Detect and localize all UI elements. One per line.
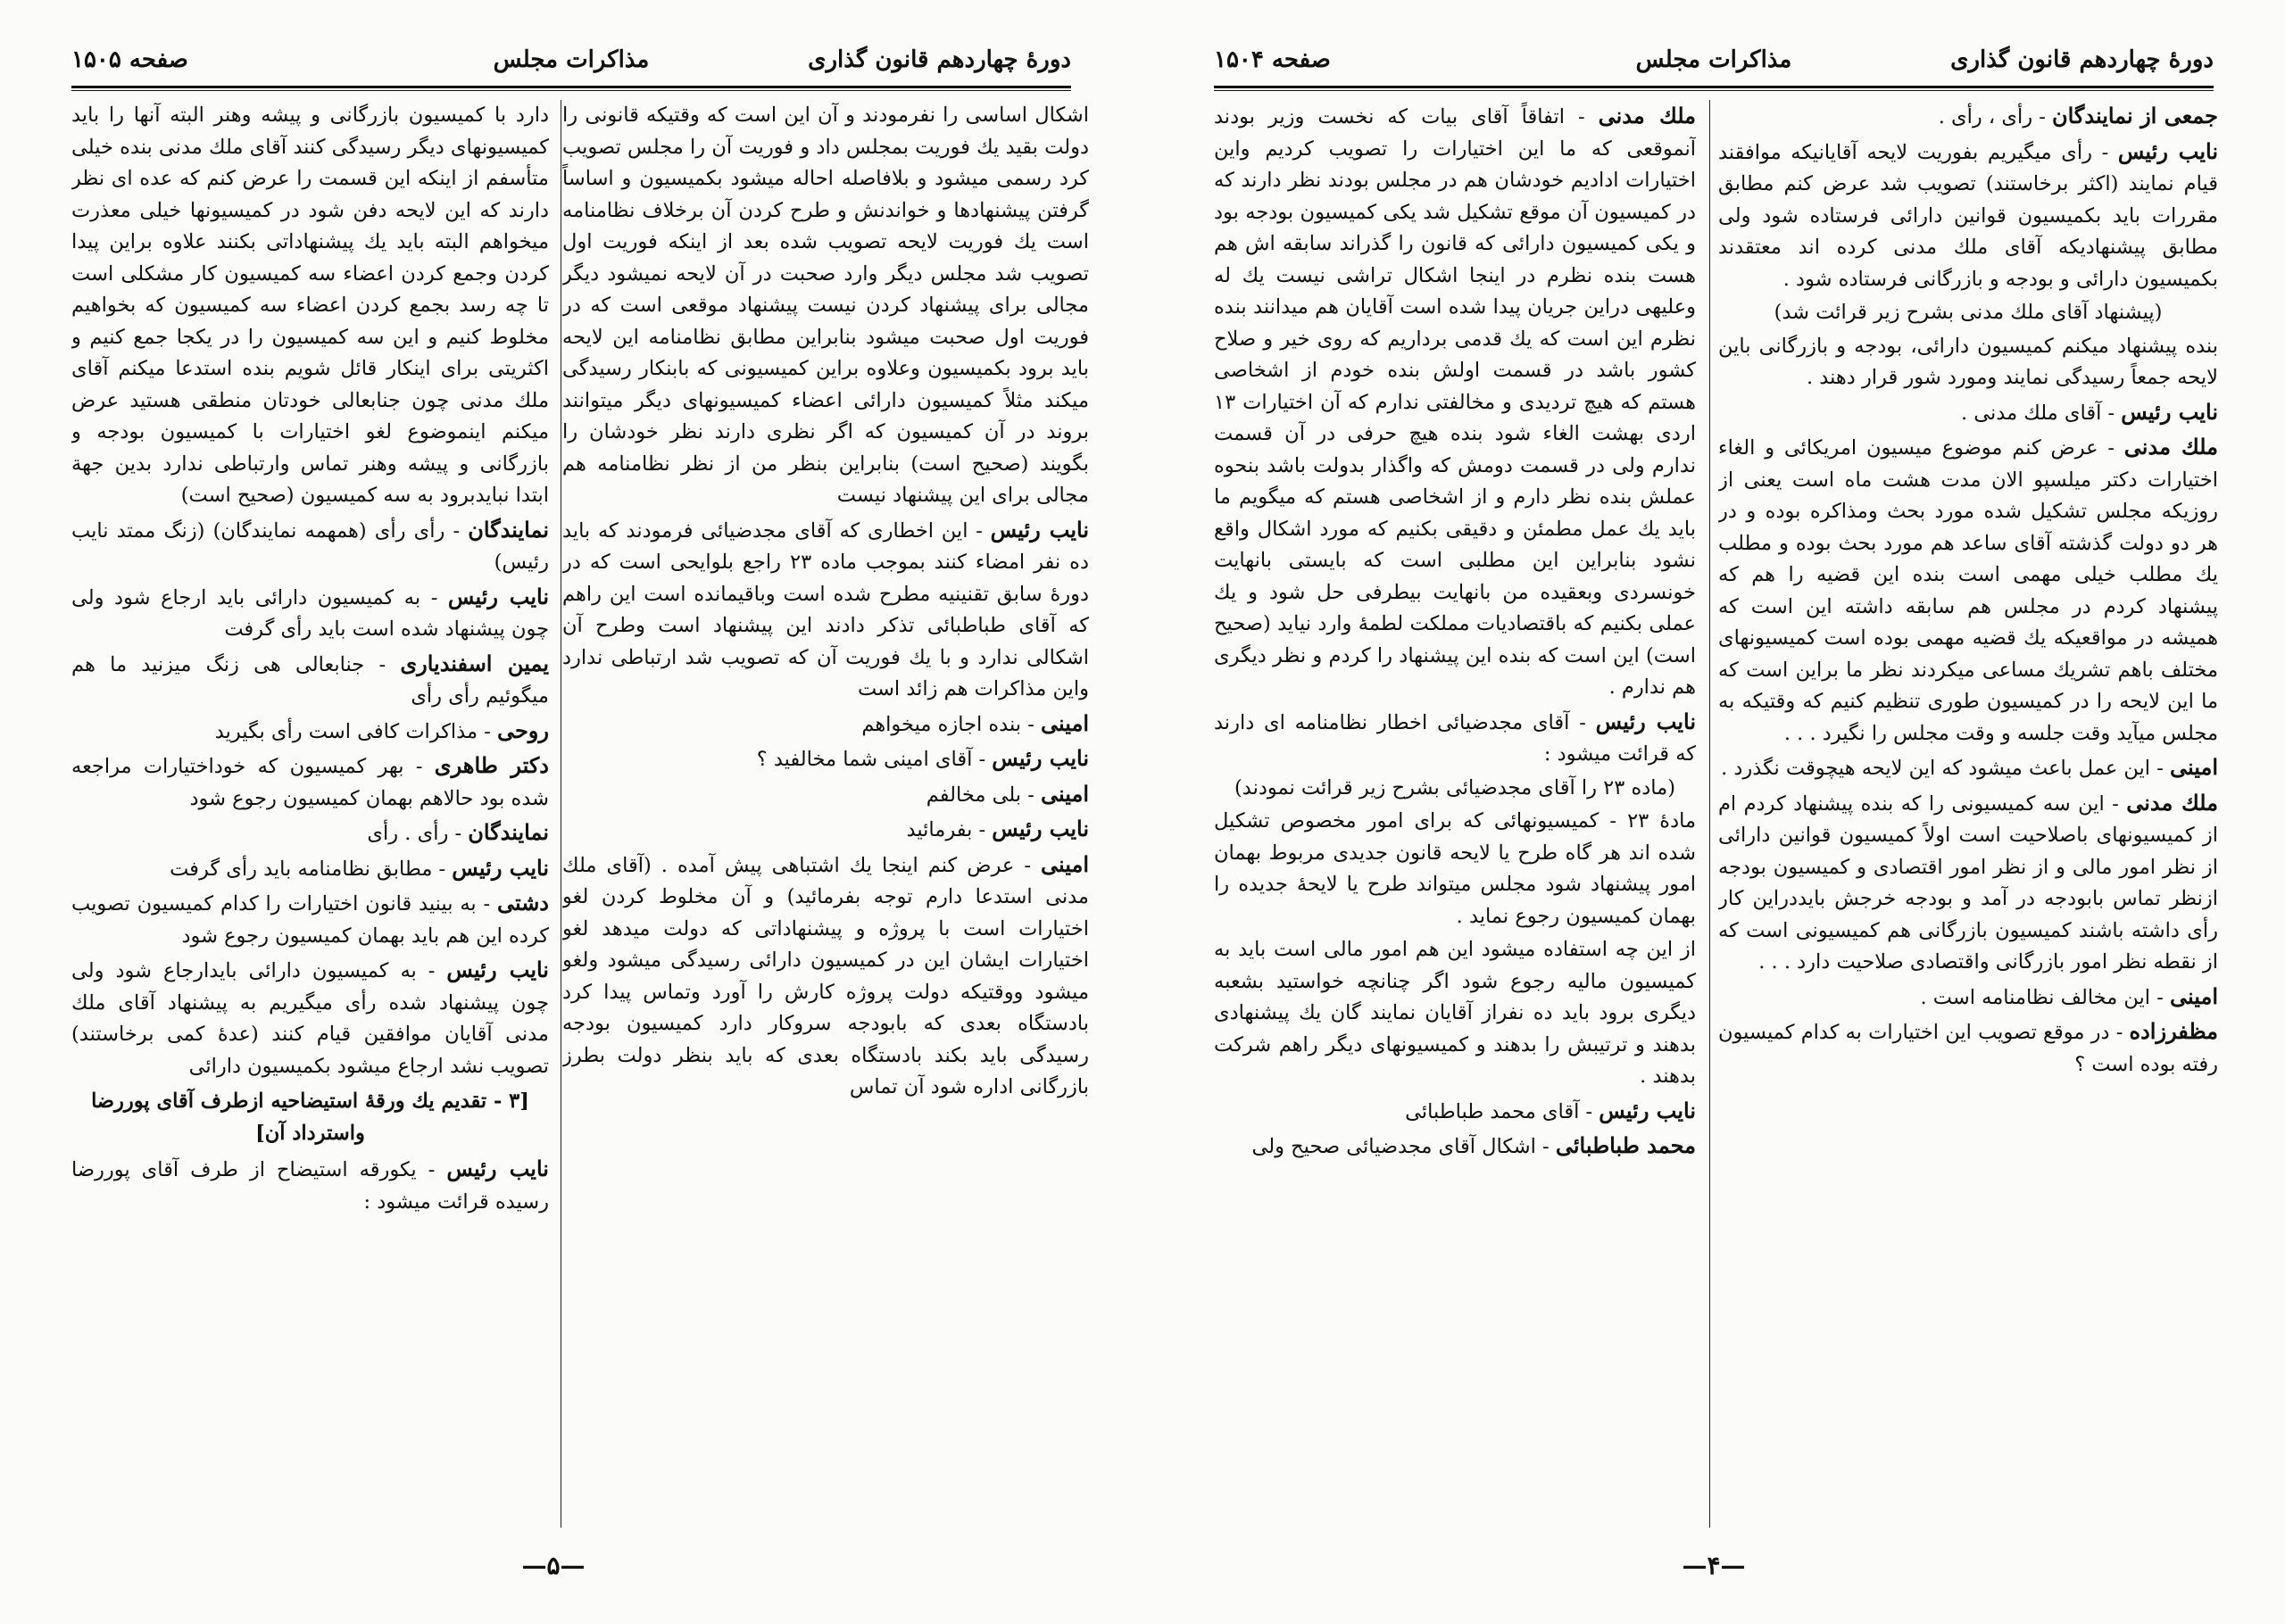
- speech-text: این سه کمیسیونی را که بنده پیشنهاد کردم ام از کمیسیونهای باصلاحیت است اولاً کمیسیون قوانین دارائی از نظر امور مالی و از نظر امور اقتصادی و کمیسیون بودجه ازنظر تماس بابودجه در آمد و بودجه خرجش بایددراین کار رأی داشته باشند کمیسیون بازرگانی هم کمیسیونی است که از نقطه نظر امور بازرگانی واقتصادی صلاحیت دارد . . .: [1718, 791, 2218, 974]
- speech-text: این عمل باعث میشود که این لایحه هیچوقت نگذرد .: [1721, 757, 2151, 780]
- header-series: دورهٔ چهاردهم قانون گذاری: [1950, 46, 2214, 73]
- speech-text: آقای ملك مدنی .: [1960, 401, 2102, 425]
- column-divider: [1709, 100, 1710, 1528]
- speech-paragraph: جمعی از نمایندگان - رأی ، رأی .: [1938, 103, 2218, 128]
- speech-text: مادهٔ ۲۳ - کمیسیونهائی که برای امور مخصوص تشکیل شده اند هر گاه طرح یا لایحه قانون جدیدی مربوط بهمان امور پیشنهاد شود مجلس میتواند طرح یا لایحهٔ جدیده را بهمان کمیسیون رجوع نماید .: [1214, 809, 1696, 928]
- speech-paragraph: محمد طباطبائی - اشکال آقای مجدضیائی صحیح ولی: [1251, 1132, 1696, 1158]
- speech-paragraph: دکتر طاهری - بهر کمیسیون که خوداختیارات مراجعه شده بود حالاهم بهمان کمیسیون رجوع شود: [71, 752, 549, 810]
- speech-text: این مخالف نظامنامه است .: [1920, 985, 2151, 1009]
- text-paragraph: [562, 100, 1089, 512]
- text-paragraph: [71, 100, 549, 512]
- speech-text: به بینید قانون اختیارات را کدام کمیسیون تصویب کرده این هم باید بهمان کمیسیون رجوع شود: [71, 892, 549, 948]
- speech-text: (پیشنهاد آقای ملك مدنی بشرح زیر قرائت شد): [1774, 301, 2163, 324]
- speech-paragraph: نایب رئیس - رأی میگیریم بفوریت لایحه آقایانیکه موافقند قیام نمایند (اکثر برخاستند) تصویب شد عرض کنم مطابق مقررات باید بکمیسیون قوانین دارائی فرستاده شود ولی مطابق پیشنهادیکه آقای ملك مدنی کرده اند معتقدند بکمیسیون دارائی و بودجه و بازرگانی فرستاده شود .: [1718, 137, 2218, 291]
- speaker-name: ملك مدنی: [2123, 434, 2218, 460]
- speaker-name: نایب رئیس: [1595, 708, 1696, 734]
- speaker-name: محمد طباطبائی: [1555, 1132, 1696, 1158]
- speaker-name: نمایندگان: [468, 516, 549, 543]
- speaker-name: جمعی از نمایندگان: [2051, 103, 2218, 128]
- speech-paragraph: مظفرزاده - در موقع تصویب این اختیارات به کدام کمیسیون رفته بوده است ؟: [1718, 1018, 2218, 1076]
- folio-number: —۵—: [521, 1551, 586, 1580]
- speech-text: مطابق نظامنامه باید رأی گرفت: [170, 857, 433, 881]
- speaker-name: نایب رئیس: [2121, 398, 2218, 425]
- speaker-name: ملك مدنی: [2126, 789, 2218, 816]
- speech-paragraph: نایب رئیس - به کمیسیون دارائی بایدارجاع شود ولی چون پیشنهاد شده رأی میگیریم به پیشنهاد آقای ملك مدنی آقایان موافقین قیام کنند (عدهٔ کمی برخاستند) تصویب نشد ارجاع میشود بکمیسیون دارائی: [71, 957, 549, 1078]
- speech-paragraph: نایب رئیس - این اخطاری که آقای مجدضیائی فرمودند که باید ده نفر امضاء کنند بموجب ماده ۲۳ راجع بلوایحی است که در دورهٔ سابق تقنینیه مطرح شده است وباقیمانده است این راهم که آقای طباطبائی تذکر دادند این پیشنهاد است وطرح آن اشکالی ندارد و با یك فوریت آن که تصویب شد ارتباطی ندارد واین مذاکرات هم زائد است: [562, 516, 1089, 700]
- speech-text: رأی رأی (همهمه نمایندگان) (زنگ ممتد نایب رئیس): [71, 518, 549, 574]
- text-paragraph: [1718, 331, 2218, 394]
- header-rule-thin: [1214, 90, 2214, 91]
- speech-text: رأی . رأی: [367, 822, 449, 845]
- speech-paragraph: نایب رئیس - یکورقه استیضاح از طرف آقای پوررضا رسیده قرائت میشود :: [71, 1156, 549, 1214]
- speaker-name: امینی: [1040, 850, 1089, 877]
- speech-text: آقای محمد طباطبائی: [1405, 1099, 1580, 1123]
- speaker-name: امینی: [2169, 982, 2218, 1009]
- running-header: [71, 46, 1071, 86]
- speech-text: در موقع تصویب این اختیارات به کدام کمیسیون رفته بوده است ؟: [1718, 1021, 2218, 1076]
- speech-paragraph: نمایندگان - رأی . رأی: [367, 819, 549, 845]
- speech-text: عرض کنم موضوع میسیون امریکائی و الغاء اختیارات دکتر میلسپو الان مدت هشت ماه است یعنی از روزیکه مجلس تشکیل شده مورد بحث ومذاکره بوده و در هر دو دولت گذشته آقای ساعد هم مورد بحث بوده و مطلب یك مطلب خیلی مهمی است بنده این قضیه را هم که پیشنهاد کردم در مجلس هم سابقه داشته این است که همیشه در مواقعیکه یك قضیه مهمی بوده است کمیسیونهای مختلف باهم تشریك مساعی میکردند نظر ما براین است که ما این لایحه را در کمیسیون طوری تنظیم کنیم که وقتیکه به مجلس میآید وقت جلسه و وقت مجلس را نگیرد . . .: [1718, 436, 2218, 745]
- speech-text: بنده اجازه میخواهم: [861, 712, 1022, 736]
- text-paragraph: [1214, 806, 1696, 932]
- speaker-name: نایب رئیس: [992, 816, 1089, 841]
- header-page-number: صفحه ۱۵۰۴: [1214, 46, 1331, 73]
- speech-text: اتفاقاً آقای بیات که نخست وزیر بودند آنموقعی که ما این اختیارات را تصویب کردیم واین اختیارات ادادیم خودشان هم در مجلس بودند نظر دارند که در کمیسیون آن موقع تشکیل شد یکی کمیسیون بودجه بود و یکی کمیسیون دارائی که قانون را گذراند سابقه اش هم هست بنده نظرم در اینجا اشکال تراشی نیست یك له وعلیهی دراین جریان پیدا شده است آقایان هم میدانند بنده نظرم این است که یك قدمی برداریم که روی خیر و صلاح کشور باشد در قسمت اولش بنده خودم از اشخاصی هستم که هیچ تردیدی و مخالفتی ندارم که آن اختیارات ۱۳ اردی بهشت الغاء شود بنده هیچ حرفی در آن قسمت ندارم ولی در قسمت دومش که واگذار بدولت باشد بنحوه عملش بنده نظر دارم و از اشخاصی هستم که میگویم ما باید یك عمل مطمئن و دقیقی بکنیم که مورد اشکال واقع نشود بنابراین این مطلبی است که بایستی بانهایت خونسردی وبعقیده من بانهایت بیطرفی حل شود و یك عملی بکنیم که باقتصادیات مملکت لطمهٔ وارد نیاید (صحیح است) این است که بنده این پیشنهاد را کردم و نظر دیگری هم ندارم .: [1214, 105, 1696, 699]
- speech-paragraph: نایب رئیس - مطابق نظامنامه باید رأی گرفت: [170, 854, 549, 881]
- speech-text: به کمیسیون دارائی بایدارجاع شود ولی چون پیشنهاد شده رأی میگیریم به پیشنهاد آقای ملك مدنی آقایان موافقین قیام کنند (عدهٔ کمی برخاستند) تصویب نشد ارجاع میشود بکمیسیون دارائی: [71, 959, 549, 1078]
- speech-text: به کمیسیون دارائی باید ارجاع شود ولی چون پیشنهاد شده است باید رأی گرفت: [71, 585, 549, 641]
- section-heading: [71, 1086, 549, 1149]
- speech-text: مذاکرات کافی است رأی بگیرید: [214, 719, 478, 743]
- header-series: دورهٔ چهاردهم قانون گذاری: [808, 46, 1071, 73]
- column-right: [562, 100, 1089, 1528]
- running-header: [1214, 46, 2214, 86]
- speaker-name: نایب رئیس: [446, 1156, 549, 1181]
- speech-text: اشکال اساسی را نفرمودند و آن این است که وقتیکه قانونی را دولت بقید یك فوریت بمجلس داد و فوریت آن را مجلس تصویب کرد رسمی میشود و بلافاصله احاله میشود بکمیسیون و اساساً گرفتن پیشنهادها و خواندنش و طرح کردن آن برخلاف نظامنامه است یك فوریت لایحه تصویب شده بعد از اینکه فوریت اول تصویب شد مجلس دیگر وارد صحبت در آن لایحه نمیشود دیگر مجالی برای پیشنهاد کردن نیست پیشنهاد موقعی است که در فوریت اول صحبت میشود بنابراین مطابق نظامنامه این لایحه باید برود بکمیسیون وعلاوه براین کمیسیونی که بابنکار رسیدگی میکند مثلاً کمیسیون دارائی اعضاء کمیسیونهای دیگر میتوانند بروند در آن کمیسیون که اگر نظری دارند نظر خودشان را بگویند (صحیح است) بنابراین بنظر من از نظر نظامنامه هم مجالی برای این پیشنهاد نیست: [562, 104, 1089, 507]
- speaker-name: امینی: [1040, 780, 1089, 807]
- speech-paragraph: دشتی - به بینید قانون اختیارات را کدام کمیسیون تصویب کرده این هم باید بهمان کمیسیون رجوع شود: [71, 890, 549, 948]
- speech-text: بلی مخالفم: [926, 783, 1022, 807]
- speech-paragraph: ملك مدنی - عرض کنم موضوع میسیون امریکائی و الغاء اختیارات دکتر میلسپو الان مدت هشت ماه است یعنی از روزیکه مجلس تشکیل شده مورد بحث ومذاکره بوده و در هر دو دولت گذشته آقای ساعد هم مورد بحث بوده و مطلب یك مطلب خیلی مهمی است بنده این قضیه را هم که پیشنهاد کردم در مجلس هم سابقه داشته این است که همیشه در مواقعیکه یك قضیه مهمی بوده است کمیسیونهای مختلف باهم تشریك مساعی میکردند نظر ما براین است که ما این لایحه را در کمیسیون طوری تنظیم کنیم که وقتیکه به مجلس میآید وقت جلسه و وقت مجلس را نگیرد . . .: [1718, 434, 2218, 745]
- header-title: مذاکرات مجلس: [1635, 46, 1792, 73]
- speaker-name: نمایندگان: [468, 819, 549, 845]
- heading-text: [۳ - تقدیم یك ورقهٔ استیضاحیه ازطرف آقای پوررضا واسترداد آن]: [91, 1090, 529, 1145]
- speech-text: رأی میگیریم بفوریت لایحه آقایانیکه موافقند قیام نمایند (اکثر برخاستند) تصویب شد عرض کنم مطابق مقررات باید بکمیسیون قوانین دارائی فرستاده شود ولی مطابق پیشنهادیکه آقای ملك مدنی کرده اند معتقدند بکمیسیون دارائی و بودجه و بازرگانی فرستاده شود .: [1718, 140, 2218, 291]
- column-left: [71, 100, 549, 1528]
- speech-text: آقای امینی شما مخالفید ؟: [756, 748, 973, 771]
- speech-text: عرض کنم اینجا یك اشتباهی پیش آمده . (آقای ملك مدنی استدعا دارم توجه بفرمائید) و آن مخلوط کردن لغو اختیارات است با پروژه و پیشنهاداتی که دولت میدهد لغو اختیارات ایشان این در کمیسیون دارائی رسیدگی میشود ولغو میشود ووقتیکه دولت پروژه کارش را آورد وتماس پیدا کرد بادستگاه بعدی که بابودجه سروکار دارد کمیسیون بودجه رسیدگی باید بکند بادستگاه بعدی که باید بنظر دولت بطرز بازرگانی اداره شود آن تماس: [562, 853, 1089, 1098]
- speech-paragraph: امینی - بنده اجازه میخواهم: [861, 709, 1089, 736]
- speech-paragraph: نایب رئیس - بفرمائید: [906, 816, 1089, 841]
- speaker-name: نایب رئیس: [446, 957, 549, 982]
- speaker-name: نایب رئیس: [447, 583, 549, 609]
- speech-text: اشکال آقای مجدضیائی صحیح ولی: [1251, 1135, 1536, 1158]
- speaker-name: دکتر طاهری: [434, 752, 549, 778]
- header-title: مذاکرات مجلس: [493, 46, 650, 73]
- speech-text: دارد با کمیسیون بازرگانی و پیشه وهنر البته آنها را باید کمیسیونهای دیگر رسیدگی کنند آقای ملك مدنی بنده خیلی متأسفم از اینکه این قسمت را عرض کنم که عده ای نظر دارند که این لایحه دفن شود در کمیسیونها خیلی معذرت میخواهم البته باید یك پیشنهاداتی بکنند علاوه براین پیدا کردن وجمع کردن اعضاء سه کمیسیون کار مشکلی است تا چه رسد بجمع کردن اعضاء سه کمیسیون که بخواهیم مخلوط کنیم و این سه کمیسیون را در یکجا جمع کنیم و اکثریتی برای اینکار قائل شویم بنده استدعا میکنم آقای ملك مدنی چون جنابعالی خودتان منطقی هستید عرض میکنم اینموضوع لغو اختیارات با کمیسیون بودجه و بازرگانی و پیشه وهنر تماس وارتباطی ندارد بدین جهة ابتدا نبایدبرود به سه کمیسیون (صحیح است): [71, 104, 549, 507]
- header-rule-thin: [71, 90, 1071, 91]
- speech-paragraph: امینی - عرض کنم اینجا یك اشتباهی پیش آمده . (آقای ملك مدنی استدعا دارم توجه بفرمائید) و آن مخلوط کردن لغو اختیارات است با پروژه و پیشنهاداتی که دولت میدهد لغو اختیارات ایشان این در کمیسیون دارائی رسیدگی میشود ولغو میشود ووقتیکه دولت پروژه کارش را آورد وتماس پیدا کرد بادستگاه بعدی که بابودجه سروکار دارد کمیسیون بودجه رسیدگی باید بکند بادستگاه بعدی که باید بنظر دولت بطرز بازرگانی اداره شود آن تماس: [562, 850, 1089, 1098]
- speaker-name: نایب رئیس: [452, 854, 549, 881]
- speaker-name: ملك مدنی: [1598, 103, 1696, 128]
- speech-text: جنابعالی هی زنگ میزنید ما هم میگوئیم رأی رأی: [71, 652, 549, 708]
- speaker-name: امینی: [2169, 754, 2218, 780]
- speech-text: بنده پیشنهاد میکنم کمیسیون دارائی، بودجه و بازرگانی باین لایحه جمعاً رسیدگی نمایند ومورد شور قرار دهند .: [1718, 334, 2218, 389]
- text-paragraph: [1214, 934, 1696, 1093]
- speech-paragraph: امینی - بلی مخالفم: [926, 780, 1089, 807]
- speech-paragraph: نایب رئیس - آقای مجدضیائی اخطار نظامنامه ای دارند که قرائت میشود :: [1214, 708, 1696, 766]
- page-1505: [0, 0, 1142, 1624]
- speaker-name: دشتی: [496, 890, 549, 916]
- speech-paragraph: ملك مدنی - اتفاقاً آقای بیات که نخست وزیر بودند آنموقعی که ما این اختیارات را تصویب کردیم واین اختیارات ادادیم خودشان هم در مجلس بودند نظر دارند که در کمیسیون آن موقع تشکیل شد یکی کمیسیون بودجه بود و یکی کمیسیون دارائی که قانون را گذراند سابقه اش هم هست بنده نظرم در اینجا اشکال تراشی نیست یك له وعلیهی دراین جریان پیدا شده است آقایان هم میدانند بنده نظرم این است که یك قدمی برداریم که روی خیر و صلاح کشور باشد در قسمت اولش بنده خودم از اشخاصی هستم که هیچ تردیدی و مخالفتی ندارم که آن اختیارات ۱۳ اردی بهشت الغاء شود بنده هیچ حرفی در آن قسمت ندارم ولی در قسمت دومش که واگذار بدولت باشد بنحوه عملش بنده نظر دارم و از اشخاصی هستم که میگویم ما باید یك عمل مطمئن و دقیقی بکنیم که مورد اشکال واقع نشود بنابراین این مطلبی است که بایستی بانهایت خونسردی وبعقیده من بانهایت بیطرفی حل شود و یك عملی بکنیم که باقتصادیات مملکت لطمهٔ وارد نیاید (صحیح است) این است که بنده این پیشنهاد را کردم و نظر دیگری هم ندارم .: [1214, 103, 1696, 699]
- speech-paragraph: امینی - این عمل باعث میشود که این لایحه هیچوقت نگذرد .: [1721, 754, 2218, 780]
- speech-paragraph: نایب رئیس - آقای محمد طباطبائی: [1405, 1097, 1696, 1123]
- speech-paragraph: نایب رئیس - به کمیسیون دارائی باید ارجاع شود ولی چون پیشنهاد شده است باید رأی گرفت: [71, 583, 549, 641]
- speaker-name: امینی: [1040, 709, 1089, 736]
- speaker-name: یمین اسفندیاری: [400, 650, 549, 676]
- column-right: [1718, 100, 2218, 1528]
- speech-text: بفرمائید: [906, 818, 973, 841]
- text-paragraph: [1718, 297, 2218, 329]
- speaker-name: روحی: [496, 717, 549, 743]
- speech-paragraph: نایب رئیس - آقای امینی شما مخالفید ؟: [756, 745, 1089, 771]
- speech-text: آقای مجدضیائی اخطار نظامنامه ای دارند که قرائت میشود :: [1214, 710, 1696, 766]
- speech-text: رأی ، رأی .: [1938, 105, 2033, 128]
- speech-paragraph: روحی - مذاکرات کافی است رأی بگیرید: [214, 717, 549, 743]
- speech-paragraph: ملك مدنی - این سه کمیسیونی را که بنده پیشنهاد کردم ام از کمیسیونهای باصلاحیت است اولاً کمیسیون قوانین دارائی از نظر امور مالی و از نظر امور اقتصادی و کمیسیون بودجه ازنظر تماس بابودجه در آمد و بودجه خرجش بایددراین کار رأی داشته باشند کمیسیون بازرگانی هم کمیسیونی است که از نقطه نظر امور بازرگانی واقتصادی صلاحیت دارد . . .: [1718, 789, 2218, 974]
- speech-text: این اخطاری که آقای مجدضیائی فرمودند که باید ده نفر امضاء کنند بموجب ماده ۲۳ راجع بلوایحی است که در دورهٔ سابق تقنینیه مطرح شده است وباقیمانده است این راهم که آقای طباطبائی تذکر دادند این پیشنهاد است وطرح آن اشکالی ندارد و با یك فوریت آن که تصویب شد ارتباطی ندارد واین مذاکرات هم زائد است: [562, 518, 1089, 700]
- speech-text: (ماده ۲۳ را آقای مجدضیائی بشرح زیر قرائت نمودند): [1234, 775, 1675, 800]
- speech-text: از این چه استفاده میشود این هم امور مالی است باید به کمیسیون مالیه رجوع شود اگر چنانچه خواستید بشعبه دیگری برود باید ده نفراز آقایان نمایند گان یك پیشنهادی بدهند و ترتیبش را بدهند و کمیسیونهای دیگر راهم شرکت بدهند .: [1214, 938, 1696, 1088]
- speaker-name: نایب رئیس: [990, 516, 1089, 543]
- speaker-name: نایب رئیس: [992, 745, 1089, 771]
- speaker-name: نایب رئیس: [1599, 1097, 1696, 1123]
- column-left: [1214, 100, 1696, 1528]
- speech-text: بهر کمیسیون که خوداختیارات مراجعه شده بود حالاهم بهمان کمیسیون رجوع شود: [71, 755, 549, 810]
- folio-number: —۴—: [1682, 1551, 1746, 1580]
- text-paragraph: [1214, 773, 1696, 805]
- header-rule: [71, 86, 1071, 88]
- speech-paragraph: نایب رئیس - آقای ملك مدنی .: [1960, 398, 2218, 425]
- speech-paragraph: یمین اسفندیاری - جنابعالی هی زنگ میزنید ما هم میگوئیم رأی رأی: [71, 650, 549, 708]
- speech-text: یکورقه استیضاح از طرف آقای پوررضا رسیده قرائت میشود :: [71, 1158, 549, 1214]
- page-1504: [1142, 0, 2285, 1624]
- speech-paragraph: امینی - این مخالف نظامنامه است .: [1920, 982, 2218, 1009]
- header-rule: [1214, 86, 2214, 88]
- header-page-number: صفحه ۱۵۰۵: [71, 46, 188, 73]
- speaker-name: مظفرزاده: [2129, 1018, 2218, 1044]
- speech-paragraph: نمایندگان - رأی رأی (همهمه نمایندگان) (زنگ ممتد نایب رئیس): [71, 516, 549, 574]
- speaker-name: نایب رئیس: [2117, 137, 2218, 164]
